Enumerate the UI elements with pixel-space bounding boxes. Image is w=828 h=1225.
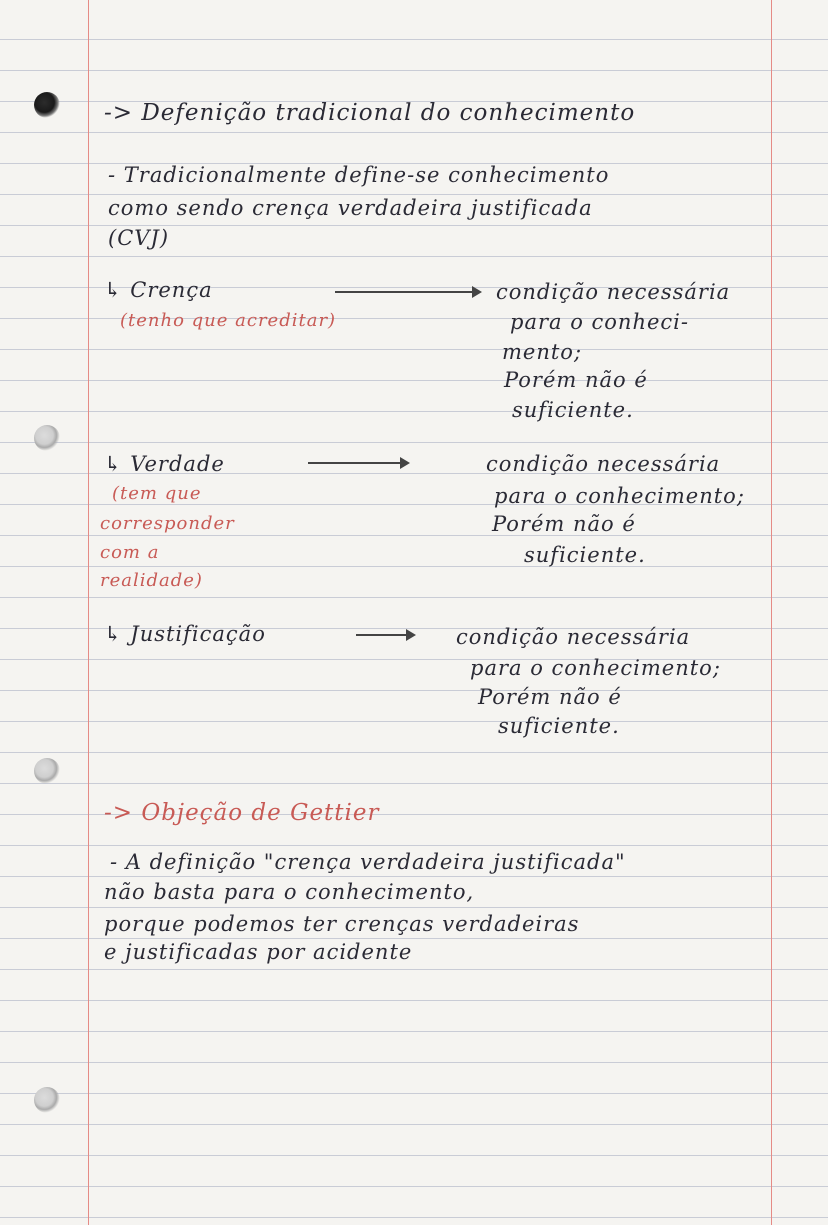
section-title: -> Defenição tradicional do conhecimento [104,100,636,126]
verdade-result-line: Porém não é [492,512,636,536]
binder-hole-icon [34,92,60,118]
verdade-result-line: condição necessária [486,452,721,476]
right-margin-line [771,0,772,1225]
verdade-result-line: suficiente. [524,543,646,567]
justificacao-label: ↳ Justificação [104,622,266,646]
justificacao-result-line: suficiente. [498,714,620,738]
binder-hole-icon [34,425,60,451]
binder-hole-icon [34,1087,60,1113]
crenca-result-line: suficiente. [512,398,634,422]
arrow-icon [356,634,414,636]
intro-line: - Tradicionalmente define-se conhecimento [108,163,610,187]
verdade-label: ↳ Verdade [104,452,225,476]
binder-hole-icon [34,758,60,784]
crenca-result-line: mento; [502,340,583,364]
intro-line: como sendo crença verdadeira justificada [108,196,593,220]
gettier-line: - A definição "crença verdadeira justificada" [110,850,626,874]
gettier-line: porque podemos ter crenças verdadeiras [104,912,580,936]
gettier-line: não basta para o conhecimento, [104,880,475,904]
crenca-result-line: condição necessária [496,280,731,304]
intro-line: (CVJ) [108,226,170,250]
verdade-result-line: para o conhecimento; [494,484,745,508]
crenca-note: (tenho que acreditar) [120,310,337,331]
verdade-note-line: com a [100,542,160,563]
gettier-title: -> Objeção de Gettier [104,800,380,826]
verdade-note-line: corresponder [100,513,235,534]
gettier-line: e justificadas por acidente [104,940,413,964]
crenca-result-line: para o conheci- [510,310,689,334]
crenca-result-line: Porém não é [504,368,648,392]
justificacao-result-line: Porém não é [478,685,622,709]
verdade-note-line: realidade) [100,570,203,591]
left-margin-line [88,0,89,1225]
crenca-label: ↳ Crença [104,278,213,302]
justificacao-result-line: para o conhecimento; [470,656,721,680]
verdade-note-line: (tem que [112,483,202,504]
arrow-icon [335,291,480,293]
arrow-icon [308,462,408,464]
justificacao-result-line: condição necessária [456,625,691,649]
